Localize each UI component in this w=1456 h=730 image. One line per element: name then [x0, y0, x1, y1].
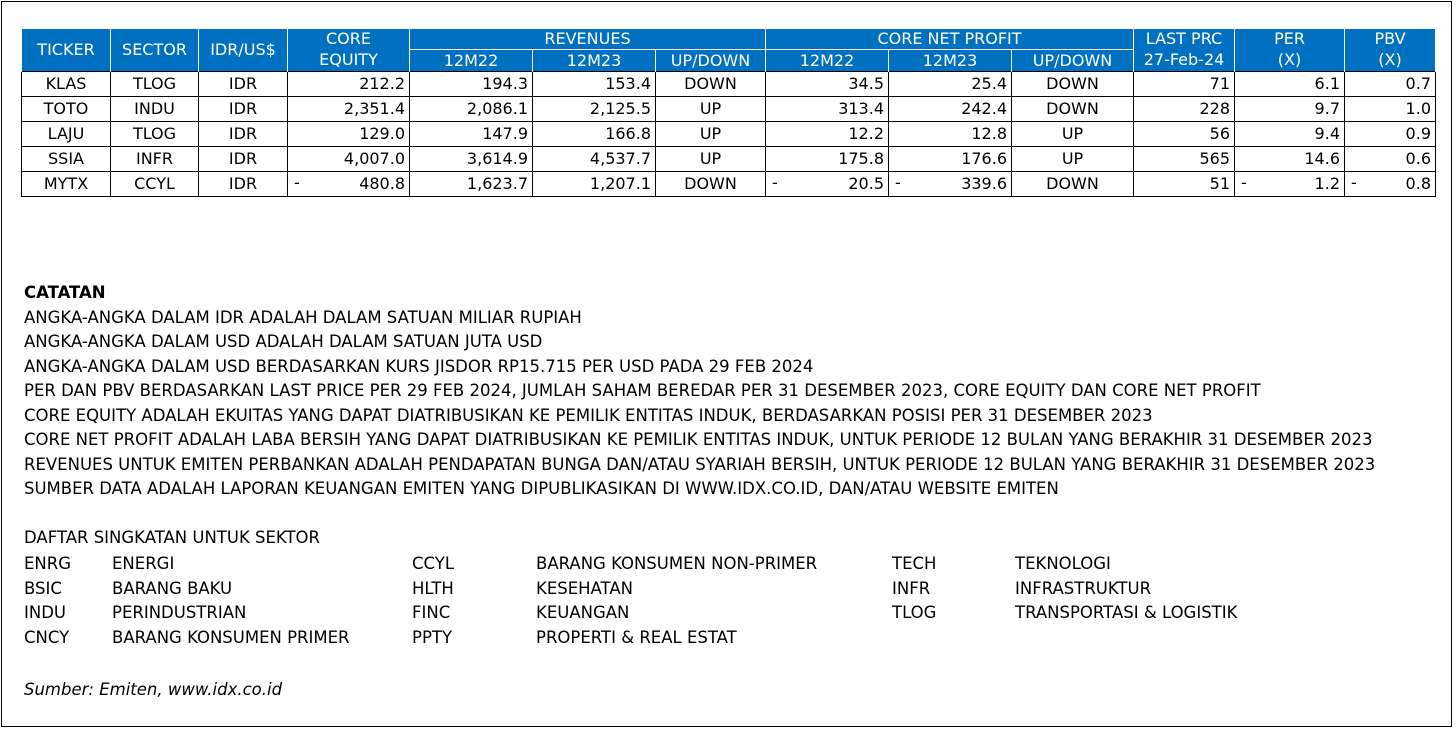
- cell-value: 4,537.7: [589, 149, 651, 168]
- cell-currency: [199, 147, 288, 172]
- abbr-code: ENRG: [24, 554, 72, 573]
- negative-sign: -: [1351, 173, 1357, 192]
- cell-rev-updown: [656, 122, 766, 147]
- abbr-code: PPTY: [412, 627, 453, 647]
- cell-value: 2,125.5: [589, 99, 651, 118]
- cell-pbv: [1345, 72, 1436, 97]
- cell-value: DOWN: [1046, 99, 1099, 118]
- cell-pbv: [1345, 122, 1436, 147]
- header-last-prc-date: 27-Feb-24: [1134, 50, 1235, 72]
- abbr-name: ENERGI: [112, 554, 175, 573]
- cell-sector: [111, 122, 199, 147]
- cell-cnp-12m23: [889, 147, 1012, 172]
- cell-value: 12.2: [848, 124, 884, 143]
- cell-value: UP: [699, 124, 722, 143]
- cell-per: [1235, 172, 1345, 197]
- cell-value: 0.8: [1405, 174, 1431, 193]
- abbr-code: FINC: [412, 603, 451, 623]
- cell-value: LAJU: [47, 124, 85, 143]
- cell-cnp-updown: [1012, 172, 1134, 197]
- cell-sector: [111, 97, 199, 122]
- abbr-name: TRANSPORTASI & LOGISTIK: [1015, 603, 1238, 623]
- cell-value: TLOG: [132, 124, 177, 143]
- cell-value: INDU: [134, 99, 175, 118]
- cell-currency: [199, 172, 288, 197]
- cell-per: [1235, 147, 1345, 172]
- cell-value: 242.4: [961, 99, 1007, 118]
- cell-value: SSIA: [48, 149, 84, 168]
- abbr-code: INDU: [24, 603, 66, 623]
- header-cnp-updown: UP/DOWN: [1012, 50, 1134, 72]
- cell-value: 1.2: [1314, 174, 1340, 193]
- negative-sign: -: [895, 173, 901, 192]
- cell-value: 25.4: [971, 74, 1007, 93]
- cell-value: 20.5: [848, 174, 884, 193]
- abbr-name: BARANG KONSUMEN PRIMER: [112, 627, 350, 647]
- table-row: [22, 147, 1436, 172]
- cell-core-equity: [288, 122, 410, 147]
- cell-rev-updown: [656, 97, 766, 122]
- cell-value: 12.8: [971, 124, 1007, 143]
- abbreviations-title: DAFTAR SINGKATAN UNTUK SEKTOR: [24, 528, 320, 547]
- note-line: CORE NET PROFIT ADALAH LABA BERSIH YANG DAPAT DIATRIBUSIKAN KE PEMILIK ENTITAS INDUK, UNTUK PERIODE 12 BULAN YANG BERAKHIR 31 DESEMBER 2023: [24, 430, 1373, 449]
- cell-value: IDR: [228, 124, 258, 143]
- cell-value: 480.8: [359, 174, 405, 193]
- cell-cnp-updown: [1012, 122, 1134, 147]
- cell-rev-12m23: [533, 122, 656, 147]
- cell-value: DOWN: [1046, 74, 1099, 93]
- cell-cnp-12m23: [889, 122, 1012, 147]
- abbr-codes-col2: [412, 552, 454, 650]
- cell-rev-12m23: [533, 97, 656, 122]
- cell-value: 0.9: [1405, 124, 1431, 143]
- abbr-code: BSIC: [24, 578, 62, 598]
- cell-ticker: [22, 147, 111, 172]
- header-sector: SECTOR: [111, 29, 199, 72]
- cell-cnp-12m23: [889, 97, 1012, 122]
- note-line: CORE EQUITY ADALAH EKUITAS YANG DAPAT DIATRIBUSIKAN KE PEMILIK ENTITAS INDUK, BERDASARKAN POSISI PER 31 DESEMBER 2023: [24, 405, 1153, 425]
- cell-value: UP: [1061, 124, 1084, 143]
- cell-value: 313.4: [838, 99, 884, 118]
- cell-value: 2,086.1: [466, 99, 528, 118]
- cell-value: INFR: [135, 149, 173, 168]
- cell-value: UP: [1061, 149, 1084, 168]
- negative-sign: -: [294, 173, 300, 192]
- cell-cnp-12m23: [889, 72, 1012, 97]
- table-row: [22, 97, 1436, 122]
- abbr-name: TEKNOLOGI: [1015, 554, 1111, 573]
- cell-value: TOTO: [43, 99, 89, 118]
- cell-value: DOWN: [684, 74, 737, 93]
- cell-last-prc: [1134, 97, 1235, 122]
- cell-value: 6.1: [1314, 74, 1340, 93]
- table-row: [22, 72, 1436, 97]
- note-line: ANGKA-ANGKA DALAM IDR ADALAH DALAM SATUAN MILIAR RUPIAH: [24, 307, 582, 327]
- cell-value: 339.6: [961, 174, 1007, 193]
- abbr-codes-col1: [24, 552, 71, 650]
- header-rev-12m23: 12M23: [533, 50, 656, 72]
- note-line: ANGKA-ANGKA DALAM USD ADALAH DALAM SATUAN JUTA USD: [24, 332, 543, 351]
- note-line: ANGKA-ANGKA DALAM USD BERDASARKAN KURS JISDOR RP15.715 PER USD PADA 29 FEB 2024: [24, 356, 814, 376]
- note-line: PER DAN PBV BERDASARKAN LAST PRICE PER 29 FEB 2024, JUMLAH SAHAM BEREDAR PER 31 DESEMBER 2023, CORE EQUITY DAN CORE NET PROFIT: [24, 381, 1261, 400]
- header-last-prc: LAST PRC: [1134, 29, 1235, 50]
- cell-value: 9.7: [1314, 99, 1340, 118]
- cell-last-prc: [1134, 72, 1235, 97]
- header-currency: IDR/US$: [199, 29, 288, 72]
- header-pbv-unit: (X): [1345, 50, 1436, 72]
- cell-value: IDR: [228, 149, 258, 168]
- cell-cnp-12m22: [766, 72, 889, 97]
- cell-rev-12m22: [410, 122, 533, 147]
- cell-value: 1.0: [1405, 99, 1431, 118]
- header-cnp-12m23: 12M23: [889, 50, 1012, 72]
- cell-value: 1,207.1: [589, 174, 651, 193]
- header-cnp-12m22: 12M22: [766, 50, 889, 72]
- cell-cnp-updown: [1012, 147, 1134, 172]
- cell-value: DOWN: [1046, 174, 1099, 193]
- cell-cnp-updown: [1012, 97, 1134, 122]
- cell-cnp-12m23: [889, 172, 1012, 197]
- cell-value: 194.3: [482, 74, 528, 93]
- abbr-code: INFR: [892, 578, 931, 598]
- cell-rev-12m23: [533, 72, 656, 97]
- header-per-unit: (X): [1235, 50, 1345, 72]
- cell-value: KLAS: [45, 74, 87, 93]
- cell-value: 9.4: [1314, 124, 1340, 143]
- cell-value: 176.6: [961, 149, 1007, 168]
- header-ticker: TICKER: [22, 29, 111, 72]
- header-revenues: REVENUES: [410, 29, 766, 50]
- cell-rev-updown: [656, 72, 766, 97]
- cell-value: UP: [699, 99, 722, 118]
- cell-value: 3,614.9: [466, 149, 528, 168]
- cell-last-prc: [1134, 147, 1235, 172]
- cell-per: [1235, 122, 1345, 147]
- negative-sign: -: [1241, 173, 1247, 192]
- header-equity: EQUITY: [288, 50, 410, 72]
- cell-rev-updown: [656, 172, 766, 197]
- table-row: [22, 172, 1436, 197]
- cell-sector: [111, 147, 199, 172]
- abbr-codes-col3: [892, 552, 936, 626]
- header-core: CORE: [288, 29, 410, 50]
- cell-value: 0.7: [1405, 74, 1431, 93]
- cell-per: [1235, 72, 1345, 97]
- cell-ticker: [22, 122, 111, 147]
- cell-cnp-12m22: [766, 122, 889, 147]
- cell-value: IDR: [228, 99, 258, 118]
- cell-value: IDR: [228, 74, 258, 93]
- abbr-code: TLOG: [892, 603, 937, 623]
- cell-value: 34.5: [848, 74, 884, 93]
- source-note: Sumber: Emiten, www.idx.co.id: [24, 680, 283, 699]
- cell-core-equity: [288, 172, 410, 197]
- cell-ticker: [22, 97, 111, 122]
- cell-value: 14.6: [1304, 149, 1340, 168]
- abbr-names-col1: [112, 552, 350, 650]
- cell-currency: [199, 97, 288, 122]
- abbr-code: CNCY: [24, 627, 70, 647]
- cell-value: MYTX: [43, 174, 89, 193]
- cell-value: 2,351.4: [343, 99, 405, 118]
- cell-per: [1235, 97, 1345, 122]
- cell-value: 129.0: [359, 124, 405, 143]
- cell-last-prc: [1134, 122, 1235, 147]
- cell-value: 147.9: [482, 124, 528, 143]
- cell-value: IDR: [228, 174, 258, 193]
- cell-pbv: [1345, 97, 1436, 122]
- notes-section: [24, 281, 1375, 502]
- cell-sector: [111, 172, 199, 197]
- abbr-name: BARANG BAKU: [112, 578, 233, 598]
- cell-core-equity: [288, 72, 410, 97]
- cell-rev-updown: [656, 147, 766, 172]
- notes-heading: CATATAN: [24, 283, 106, 302]
- abbr-code: HLTH: [412, 578, 454, 598]
- note-line: REVENUES UNTUK EMITEN PERBANKAN ADALAH PENDAPATAN BUNGA DAN/ATAU SYARIAH BERSIH, UNTUK PERIODE 12 BULAN YANG BERAKHIR 31 DESEMBER 2023: [24, 454, 1376, 474]
- cell-currency: [199, 122, 288, 147]
- header-core-net-profit: CORE NET PROFIT: [766, 29, 1134, 50]
- financial-table: [21, 29, 1436, 197]
- abbr-code: CCYL: [412, 554, 455, 573]
- cell-sector: [111, 72, 199, 97]
- cell-value: 212.2: [359, 74, 405, 93]
- cell-value: 71: [1209, 74, 1230, 93]
- abbr-code: TECH: [892, 554, 937, 573]
- abbr-names-col3: [1015, 552, 1237, 626]
- cell-rev-12m23: [533, 147, 656, 172]
- cell-rev-12m23: [533, 172, 656, 197]
- abbr-name: KEUANGAN: [536, 603, 630, 623]
- header-per: PER: [1235, 29, 1345, 50]
- abbr-name: KESEHATAN: [536, 578, 633, 598]
- cell-last-prc: [1134, 172, 1235, 197]
- cell-ticker: [22, 72, 111, 97]
- cell-value: 153.4: [605, 74, 651, 93]
- cell-value: 175.8: [838, 149, 884, 168]
- cell-value: 56: [1209, 124, 1230, 143]
- header-rev-12m22: 12M22: [410, 50, 533, 72]
- header-pbv: PBV: [1345, 29, 1436, 50]
- abbr-name: INFRASTRUKTUR: [1015, 578, 1152, 598]
- cell-value: 51: [1209, 174, 1230, 193]
- abbr-name: PROPERTI & REAL ESTAT: [536, 627, 737, 647]
- cell-pbv: [1345, 147, 1436, 172]
- cell-cnp-updown: [1012, 72, 1134, 97]
- cell-cnp-12m22: [766, 97, 889, 122]
- abbr-name: BARANG KONSUMEN NON-PRIMER: [536, 554, 818, 573]
- note-line: SUMBER DATA ADALAH LAPORAN KEUANGAN EMITEN YANG DIPUBLIKASIKAN DI WWW.IDX.CO.ID, DAN/ATAU WEBSITE EMITEN: [24, 479, 1059, 498]
- cell-cnp-12m22: [766, 172, 889, 197]
- cell-value: TLOG: [132, 74, 177, 93]
- cell-pbv: [1345, 172, 1436, 197]
- cell-rev-12m22: [410, 72, 533, 97]
- header-rev-updown: UP/DOWN: [656, 50, 766, 72]
- cell-value: CCYL: [134, 174, 175, 193]
- cell-core-equity: [288, 97, 410, 122]
- abbr-name: PERINDUSTRIAN: [112, 603, 247, 623]
- cell-rev-12m22: [410, 172, 533, 197]
- cell-value: DOWN: [684, 174, 737, 193]
- cell-value: 0.6: [1405, 149, 1431, 168]
- abbr-names-col2: [536, 552, 817, 650]
- cell-value: 1,623.7: [466, 174, 528, 193]
- cell-value: 4,007.0: [343, 149, 405, 168]
- cell-value: 565: [1199, 149, 1230, 168]
- cell-currency: [199, 72, 288, 97]
- cell-value: 166.8: [605, 124, 651, 143]
- cell-cnp-12m22: [766, 147, 889, 172]
- negative-sign: -: [772, 173, 778, 192]
- cell-rev-12m22: [410, 97, 533, 122]
- cell-value: UP: [699, 149, 722, 168]
- table-row: [22, 122, 1436, 147]
- cell-ticker: [22, 172, 111, 197]
- cell-core-equity: [288, 147, 410, 172]
- cell-rev-12m22: [410, 147, 533, 172]
- cell-value: 228: [1199, 99, 1230, 118]
